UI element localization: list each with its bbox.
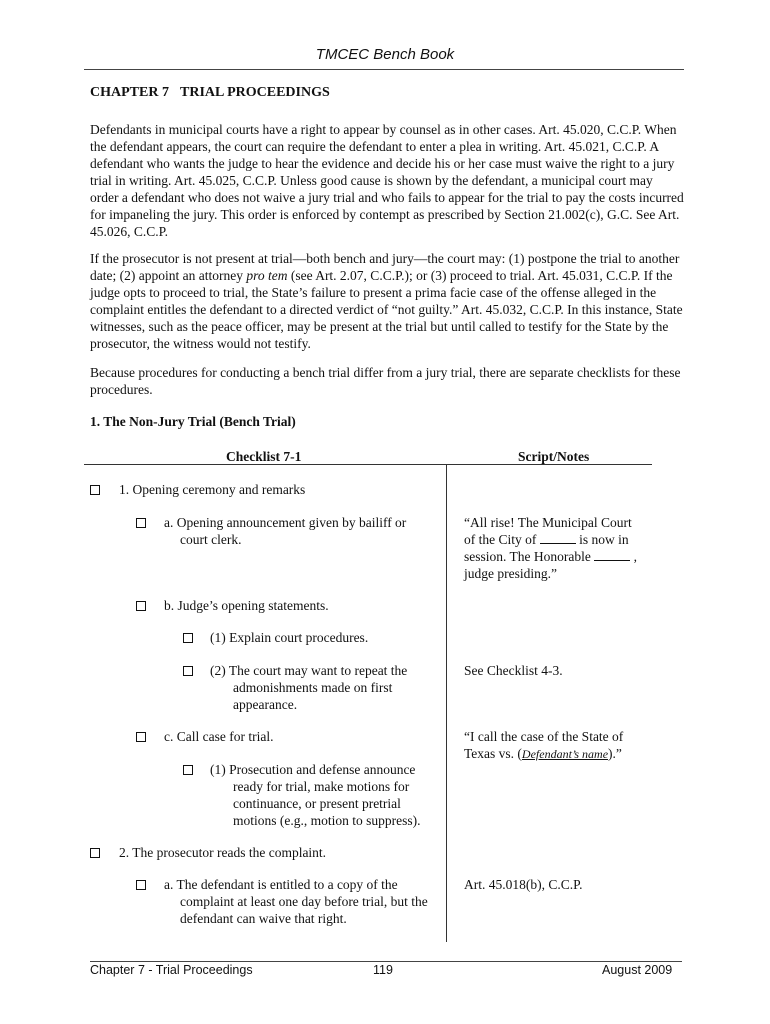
note-line <box>464 745 623 763</box>
checklist-title: Checklist 7-1 <box>226 449 302 464</box>
item-label: b. Judge’s opening statements. <box>164 598 329 613</box>
checklist-rule <box>84 464 446 465</box>
checkbox-icon[interactable] <box>183 633 193 643</box>
checkbox-icon[interactable] <box>136 732 146 742</box>
item-label: (1) Explain court procedures. <box>210 630 369 645</box>
item-label: appearance. <box>233 697 298 712</box>
section-title: 1. The Non-Jury Trial (Bench Trial) <box>90 414 296 429</box>
chapter-title: TRIAL PROCEEDINGS <box>180 85 330 100</box>
item-label: (1) Prosecution and defense announce <box>210 762 416 777</box>
item-label: defendant can waive that right. <box>180 911 347 926</box>
item-label: ready for trial, make motions for <box>233 779 410 794</box>
checkbox-icon[interactable] <box>90 848 100 858</box>
checkbox-icon[interactable] <box>90 485 100 495</box>
note-text: ).” <box>608 746 622 761</box>
paragraph-counsel: Defendants in municipal courts have a right to appear by counsel as in other cases. Art. 45.020, C.C.P. When the defendant appears, the court can require the defendant to enter a plea in writing. Art. 45.021, C.C.P. A defendant who wants the judge to hear the evidence and decide his or her case must waive the right to a jury trial in writing. Art. 45.025, C.C.P. Unless good cause is shown by the defendant, a municipal court may order a defendant who does not waive a jury trial and who fails to appear for the trial to pay the costs incurred for impaneling the jury. This order is enforced by contempt as prescribed by Section 21.002(c), G.C. See Art. 45.026, C.C.P. <box>90 122 684 239</box>
item-label: 1. Opening ceremony and remarks <box>119 482 306 497</box>
p2-part-b: (see Art. 2.07, C.C.P.); or (3) proceed to trial. Art. 45.031, C.C.P. If the judge opts to proceed to trial, the State’s failure to present a prima facie case of the offense alleged in the complaint entitles the defendant to a directed verdict of “not guilty.” Art. 45.032, C.C.P. In this instance, State witnesses, such as the peace officer, may be present at the trial but until called to testify for the State by the prosecutor, the witness would not testify. <box>90 268 683 351</box>
item-label: admonishments made on first <box>233 680 393 695</box>
running-header: TMCEC Bench Book <box>315 46 455 63</box>
note-line: judge presiding.” <box>464 566 557 581</box>
note-article: Art. 45.018(b), C.C.P. <box>464 877 583 892</box>
note-line <box>464 548 637 565</box>
checkbox-icon[interactable] <box>136 601 146 611</box>
item-label: continuance, or present pretrial <box>233 796 401 811</box>
checkbox-icon[interactable] <box>136 518 146 528</box>
column-divider <box>446 464 447 942</box>
paragraph-prosecutor-absent <box>90 250 684 352</box>
p2-part-a: If the prosecutor is not present at trial—both bench and jury—the court may: (1) postpone the trial to another date; (2) appoint an attorney <box>90 251 680 283</box>
note-text: Texas vs. ( <box>464 746 522 761</box>
note-see-checklist: See Checklist 4-3. <box>464 663 563 678</box>
note-text: of the City of <box>464 532 537 547</box>
item-label: a. Opening announcement given by bailiff or <box>164 515 407 530</box>
note-call-case <box>464 728 623 763</box>
header-rule <box>84 69 684 70</box>
note-line <box>464 531 637 548</box>
item-label: a. The defendant is entitled to a copy of the <box>164 877 398 892</box>
notes-title: Script/Notes <box>518 449 590 464</box>
footer-rule <box>90 961 682 962</box>
item-label: (2) The court may want to repeat the <box>210 663 408 678</box>
note-line: “I call the case of the State of <box>464 729 624 744</box>
blank-line <box>594 550 630 561</box>
defendant-name-placeholder: Defendant’s name <box>521 747 609 761</box>
item-label: motions (e.g., motion to suppress). <box>233 813 421 828</box>
note-text: session. The Honorable <box>464 549 591 564</box>
item-label: court clerk. <box>180 532 242 547</box>
footer-chapter: Chapter 7 - Trial Proceedings <box>90 963 253 977</box>
item-label: 2. The prosecutor reads the complaint. <box>119 845 327 860</box>
note-text: , <box>633 549 637 564</box>
p2-italic: pro tem <box>246 268 288 283</box>
checkbox-icon[interactable] <box>136 880 146 890</box>
note-line: “All rise! The Municipal Court <box>464 515 632 530</box>
paragraph-procedures: Because procedures for conducting a bench trial differ from a jury trial, there are separate checklists for these procedures. <box>90 365 681 397</box>
chapter-number: CHAPTER 7 <box>90 85 169 100</box>
blank-line <box>540 533 576 544</box>
item-label: complaint at least one day before trial, but the <box>180 894 428 909</box>
item-label: c. Call case for trial. <box>164 729 274 744</box>
checkbox-icon[interactable] <box>183 666 193 676</box>
checkbox-icon[interactable] <box>183 765 193 775</box>
notes-rule <box>446 464 652 465</box>
note-text: is now in <box>579 532 629 547</box>
chapter-heading <box>90 85 330 101</box>
note-opening <box>464 514 637 582</box>
footer-page-number: 119 <box>373 963 393 977</box>
footer-date: August 2009 <box>602 963 673 977</box>
